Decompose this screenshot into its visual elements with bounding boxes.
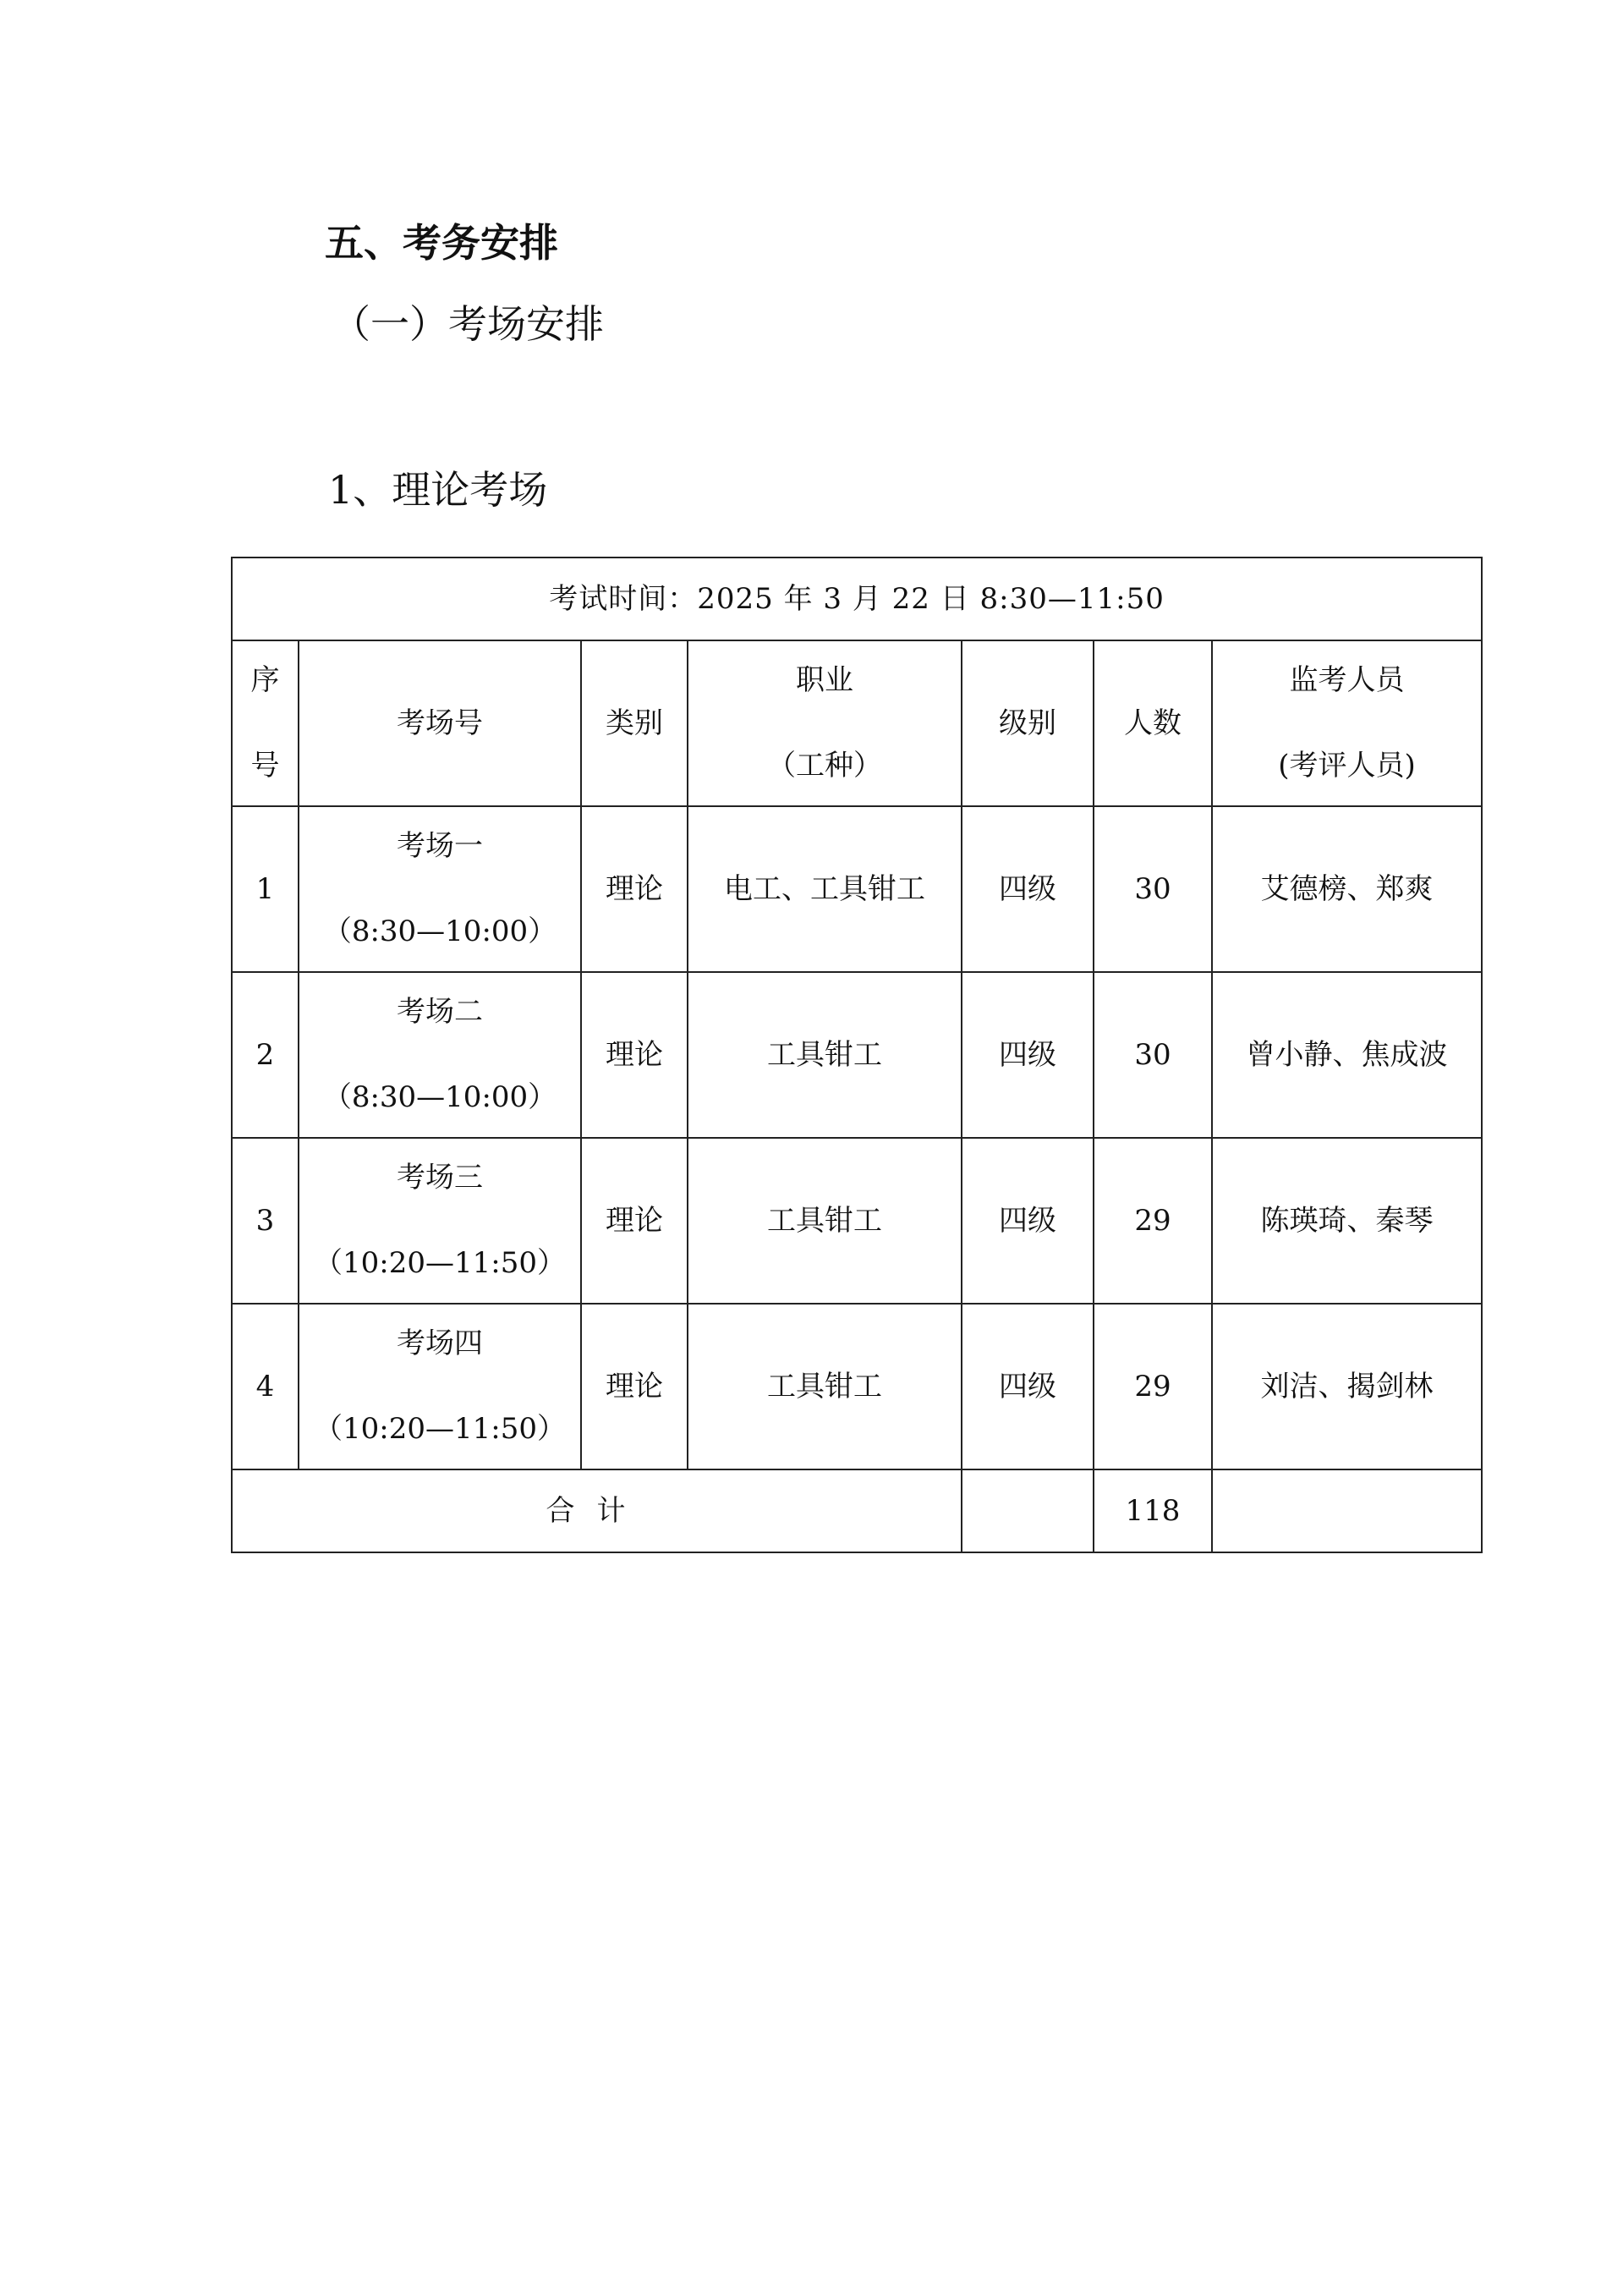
table-row <box>232 972 1482 1138</box>
row-proctors: 陈瑛琦、秦琴 <box>1212 1138 1482 1304</box>
row-room-name: 考场四 <box>397 1327 483 1360</box>
table-row <box>232 806 1482 972</box>
header-category: 类别 <box>581 640 688 806</box>
section-title: 五、考务安排 <box>325 220 558 266</box>
row-count: 29 <box>1094 1138 1212 1304</box>
header-index-line2: 号 <box>250 749 280 783</box>
header-index-line1: 序 <box>250 663 280 697</box>
header-level: 级别 <box>962 640 1094 806</box>
row-room <box>299 972 581 1138</box>
row-room-name: 考场二 <box>397 995 483 1029</box>
header-occupation <box>688 640 962 806</box>
header-proctors-line2: (考评人员) <box>1278 749 1416 783</box>
row-level: 四级 <box>962 806 1094 972</box>
header-count: 人数 <box>1094 640 1212 806</box>
table-title-row <box>232 558 1482 640</box>
header-occupation-line2: （工种） <box>767 749 882 783</box>
total-count: 118 <box>1094 1469 1212 1552</box>
row-room-time: （8:30—10:00） <box>322 1080 557 1115</box>
row-level: 四级 <box>962 1138 1094 1304</box>
total-proctors <box>1212 1469 1482 1552</box>
row-index: 3 <box>232 1138 299 1304</box>
total-level <box>962 1469 1094 1552</box>
row-category: 理论 <box>581 1138 688 1304</box>
row-proctors: 艾德榜、郑爽 <box>1212 806 1482 972</box>
row-category: 理论 <box>581 806 688 972</box>
header-proctors <box>1212 640 1482 806</box>
row-index: 4 <box>232 1304 299 1469</box>
exam-room-table <box>231 557 1483 1553</box>
row-occupation: 工具钳工 <box>688 972 962 1138</box>
row-room-time: （10:20—11:50） <box>314 1412 566 1447</box>
table-total-row <box>232 1469 1482 1552</box>
table-row <box>232 1304 1482 1469</box>
row-index: 2 <box>232 972 299 1138</box>
row-level: 四级 <box>962 972 1094 1138</box>
row-category: 理论 <box>581 972 688 1138</box>
row-room <box>299 806 581 972</box>
row-room-name: 考场一 <box>397 829 483 863</box>
row-room <box>299 1304 581 1469</box>
header-proctors-line1: 监考人员 <box>1289 663 1405 697</box>
row-proctors: 刘洁、揭剑林 <box>1212 1304 1482 1469</box>
row-occupation: 工具钳工 <box>688 1138 962 1304</box>
row-occupation: 电工、工具钳工 <box>688 806 962 972</box>
table-header-row <box>232 640 1482 806</box>
header-room: 考场号 <box>299 640 581 806</box>
row-room <box>299 1138 581 1304</box>
header-index <box>232 640 299 806</box>
row-count: 30 <box>1094 972 1212 1138</box>
row-count: 29 <box>1094 1304 1212 1469</box>
header-occupation-line1: 职业 <box>796 663 853 697</box>
row-room-time: （8:30—10:00） <box>322 915 557 949</box>
exam-time-title: 考试时间：2025 年 3 月 22 日 8:30—11:50 <box>232 558 1482 640</box>
item-title: 1、理论考场 <box>328 467 548 513</box>
row-count: 30 <box>1094 806 1212 972</box>
row-occupation: 工具钳工 <box>688 1304 962 1469</box>
row-proctors: 曾小静、焦成波 <box>1212 972 1482 1138</box>
row-category: 理论 <box>581 1304 688 1469</box>
row-room-name: 考场三 <box>397 1161 483 1195</box>
row-level: 四级 <box>962 1304 1094 1469</box>
table-row <box>232 1138 1482 1304</box>
subsection-title: （一）考场安排 <box>332 301 604 347</box>
row-index: 1 <box>232 806 299 972</box>
total-label: 合计 <box>232 1469 962 1552</box>
row-room-time: （10:20—11:50） <box>314 1246 566 1281</box>
